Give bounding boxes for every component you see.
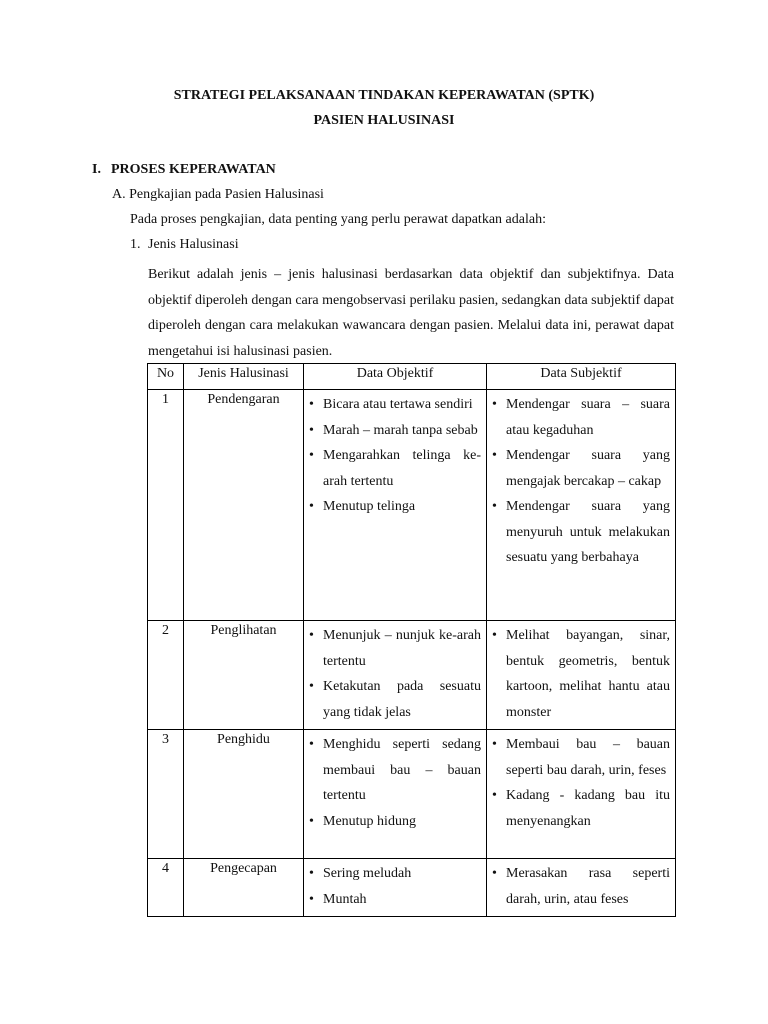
intro-text: Pada proses pengkajian, data penting yang perlu perawat dapatkan adalah: bbox=[130, 212, 546, 227]
objektif-list bbox=[309, 732, 481, 834]
hallucination-table bbox=[147, 363, 676, 917]
subjektif-list bbox=[492, 732, 670, 834]
body-paragraph: Berikut adalah jenis – jenis halusinasi berdasarkan data objektif dan subjektifnya. Data objektif diperoleh dengan cara mengobservasi perilaku pasien, sedangkan data subjektif dapat diperoleh dengan cara melakukan wawancara dengan pasien. Melalui data ini, perawat dapat mengetahui isi halusinasi pasien. bbox=[148, 267, 674, 359]
cell-objektif bbox=[304, 390, 487, 621]
document-title-line2: PASIEN HALUSINASI bbox=[313, 113, 455, 128]
cell-no: 3 bbox=[148, 730, 184, 859]
table-header-row bbox=[148, 364, 676, 390]
subjektif-list-item: • Mendengar suara yang mengajak bercakap – cakap bbox=[492, 443, 670, 494]
objektif-list-item: • Menghidu seperti sedang membaui bau – bauan tertentu bbox=[309, 732, 481, 809]
document-title-line1: STRATEGI PELAKSANAAN TINDAKAN KEPERAWATAN (SPTK) bbox=[173, 88, 595, 103]
cell-objektif bbox=[304, 621, 487, 730]
cell-subjektif bbox=[487, 859, 676, 917]
cell-objektif bbox=[304, 859, 487, 917]
objektif-list-item: • Menutup hidung bbox=[309, 809, 481, 835]
header-no: No bbox=[148, 364, 184, 390]
subjektif-list-item: • Mendengar suara – suara atau kegaduhan bbox=[492, 392, 670, 443]
objektif-list-item: • Menunjuk – nunjuk ke-arah tertentu bbox=[309, 623, 481, 674]
list-item-title: Jenis Halusinasi bbox=[148, 237, 239, 252]
table-row bbox=[148, 621, 676, 730]
list-item-number: 1. bbox=[130, 237, 141, 252]
cell-subjektif bbox=[487, 730, 676, 859]
cell-jenis: Pendengaran bbox=[184, 390, 304, 621]
subsection-heading: A. Pengkajian pada Pasien Halusinasi bbox=[112, 187, 324, 202]
cell-jenis: Penghidu bbox=[184, 730, 304, 859]
table-body bbox=[148, 390, 676, 917]
objektif-list-item: • Muntah bbox=[309, 887, 481, 913]
subjektif-list-item: • Merasakan rasa seperti darah, urin, atau feses bbox=[492, 861, 670, 912]
objektif-list-item: • Ketakutan pada sesuatu yang tidak jelas bbox=[309, 674, 481, 725]
section-number: I. bbox=[92, 162, 101, 177]
header-objektif: Data Objektif bbox=[304, 364, 487, 390]
subjektif-list-item: • Mendengar suara yang menyuruh untuk melakukan sesuatu yang berbahaya bbox=[492, 494, 670, 571]
table-row bbox=[148, 730, 676, 859]
objektif-list bbox=[309, 861, 481, 912]
subjektif-list bbox=[492, 392, 670, 571]
cell-subjektif bbox=[487, 621, 676, 730]
cell-objektif bbox=[304, 730, 487, 859]
table-row bbox=[148, 859, 676, 917]
objektif-list-item: • Bicara atau tertawa sendiri bbox=[309, 392, 481, 418]
objektif-list-item: • Menutup telinga bbox=[309, 494, 481, 520]
cell-jenis: Penglihatan bbox=[184, 621, 304, 730]
subjektif-list-item: • Membaui bau – bauan seperti bau darah, urin, feses bbox=[492, 732, 670, 783]
cell-subjektif bbox=[487, 390, 676, 621]
subjektif-list bbox=[492, 861, 670, 912]
subjektif-list-item: • Kadang - kadang bau itu menyenangkan bbox=[492, 783, 670, 834]
section-heading bbox=[92, 162, 276, 178]
list-item-heading bbox=[130, 237, 239, 253]
cell-no: 4 bbox=[148, 859, 184, 917]
cell-no: 1 bbox=[148, 390, 184, 621]
header-jenis: Jenis Halusinasi bbox=[184, 364, 304, 390]
subjektif-list-item: • Melihat bayangan, sinar, bentuk geometris, bentuk kartoon, melihat hantu atau monster bbox=[492, 623, 670, 725]
objektif-list bbox=[309, 392, 481, 520]
subjektif-list bbox=[492, 623, 670, 725]
table-row bbox=[148, 390, 676, 621]
objektif-list-item: • Marah – marah tanpa sebab bbox=[309, 418, 481, 444]
objektif-list-item: • Sering meludah bbox=[309, 861, 481, 887]
header-subjektif: Data Subjektif bbox=[487, 364, 676, 390]
cell-jenis: Pengecapan bbox=[184, 859, 304, 917]
section-title: PROSES KEPERAWATAN bbox=[111, 162, 276, 177]
cell-no: 2 bbox=[148, 621, 184, 730]
objektif-list-item: • Mengarahkan telinga ke-arah tertentu bbox=[309, 443, 481, 494]
objektif-list bbox=[309, 623, 481, 725]
